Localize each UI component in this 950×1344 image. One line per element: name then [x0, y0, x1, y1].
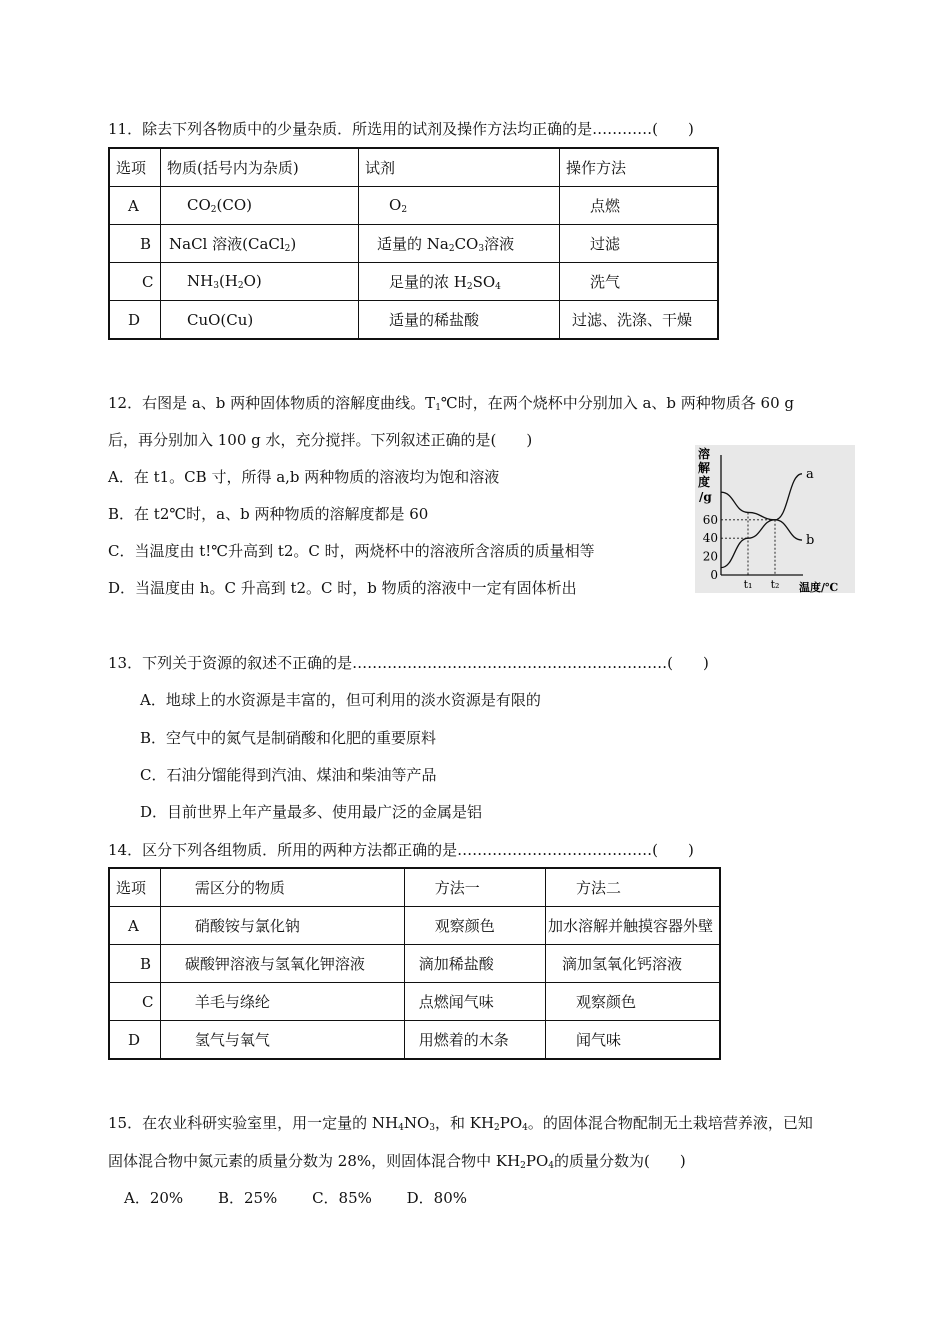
table-row: [109, 945, 720, 983]
q12-option-b: B．在 t2℃时，a、b 两种物质的溶解度都是 60: [108, 505, 429, 523]
option-cell: D: [109, 301, 161, 340]
q14-table: [108, 867, 721, 1060]
header-substances: 需区分的物质: [160, 868, 404, 907]
substance-cell: CuO(Cu): [161, 301, 359, 340]
y-label-4: /g: [699, 490, 712, 504]
reagent-cell: 适量的稀盐酸: [359, 301, 560, 340]
table-row: [109, 907, 720, 945]
substance-cell: $NH_3(H_2O)$: [161, 263, 359, 301]
q15-options: A．20% B．25% C．85% D．80%: [124, 1189, 468, 1207]
method-one-cell: 观察颜色: [404, 907, 545, 945]
table-row: [109, 263, 718, 301]
table-row: [109, 187, 718, 225]
substance-cell: $CO_2(CO)$: [161, 187, 359, 225]
table-row: [109, 148, 718, 187]
y-tick-label: 20: [702, 549, 718, 564]
header-reagent: 试剂: [359, 148, 560, 187]
method-cell: 过滤、洗涤、干燥: [560, 301, 719, 340]
y-tick-label: 0: [710, 568, 718, 582]
q12-option-a: A．在 t1。CB 寸，所得 a,b 两种物质的溶液均为饱和溶液: [108, 468, 500, 486]
method-cell: 洗气: [560, 263, 719, 301]
method-two-cell: 观察颜色: [545, 983, 720, 1021]
q12-option-d: D．当温度由 h。C 升高到 t2。C 时，b 物质的溶液中一定有固体析出: [108, 579, 577, 597]
substances-cell: 硝酸铵与氯化钠: [160, 907, 404, 945]
header-option: 选项: [109, 148, 161, 187]
reagent-cell: 足量的浓 $H_2SO_4$: [359, 263, 560, 301]
series-label-b: b: [806, 533, 815, 549]
q11-stem: 11．除去下列各物质中的少量杂质．所选用的试剂及操作方法均正确的是…………( ): [108, 120, 694, 138]
q13-option-a: A．地球上的水资源是丰富的，但可利用的淡水资源是有限的: [140, 691, 541, 709]
header-option: 选项: [109, 868, 160, 907]
x-tick-label: t₂: [770, 578, 780, 591]
method-one-cell: 点燃闻气味: [404, 983, 545, 1021]
series-label-a: a: [806, 466, 814, 482]
series-line-a: [721, 474, 802, 568]
option-cell: D: [109, 1021, 160, 1060]
substances-cell: 羊毛与绦纶: [160, 983, 404, 1021]
method-two-cell: 加水溶解并触摸容器外壁: [545, 907, 720, 945]
reagent-cell: $O_2$: [359, 187, 560, 225]
substance-cell: NaCl 溶液(CaCl$_2$): [161, 225, 359, 263]
header-method-two: 方法二: [545, 868, 720, 907]
table-row: [109, 1021, 720, 1060]
header-method-one: 方法一: [404, 868, 545, 907]
table-row: [109, 983, 720, 1021]
option-cell: A: [109, 907, 160, 945]
q15-stem-line1: 15．在农业科研实验室里，用一定量的 $NH_4NO_3$，和 $KH_2PO_4$。的固体混合物配制无土栽培营养液，已知: [108, 1114, 813, 1133]
q13-option-d: D．目前世界上年产量最多、使用最广泛的金属是铝: [140, 803, 483, 821]
q13-stem: 13．下列关于资源的叙述不正确的是………………………………………………………( ): [108, 654, 709, 672]
y-tick-label: 40: [702, 531, 718, 546]
method-one-cell: 滴加稀盐酸: [404, 945, 545, 983]
series-line-b: [721, 492, 802, 540]
substances-cell: 氢气与氧气: [160, 1021, 404, 1060]
q14-stem: 14．区分下列各组物质．所用的两种方法都正确的是…………………………………( ): [108, 841, 694, 859]
method-cell: 过滤: [560, 225, 719, 263]
y-tick-label: 60: [702, 512, 718, 527]
method-one-cell: 用燃着的木条: [404, 1021, 545, 1060]
substances-cell: 碳酸钾溶液与氢氧化钾溶液: [160, 945, 404, 983]
table-row: [109, 868, 720, 907]
option-cell: A: [109, 187, 161, 225]
header-substance: 物质(括号内为杂质): [161, 148, 359, 187]
reagent-cell: 适量的 $Na_2CO_3$溶液: [359, 225, 560, 263]
option-cell: B: [109, 945, 160, 983]
table-row: [109, 225, 718, 263]
q13-option-c: C．石油分馏能得到汽油、煤油和柴油等产品: [140, 766, 437, 784]
q11-table: [108, 147, 719, 340]
y-label-1: 溶: [698, 447, 711, 461]
option-cell: B: [109, 225, 161, 263]
table-row: [109, 301, 718, 340]
x-tick-label: t₁: [743, 578, 753, 591]
method-two-cell: 闻气味: [545, 1021, 720, 1060]
option-cell: C: [109, 263, 161, 301]
x-axis-label: 温度/℃: [799, 581, 839, 593]
y-label-3: 度: [698, 475, 711, 489]
solubility-chart-svg: [695, 445, 855, 593]
y-label-2: 解: [698, 461, 711, 475]
header-method: 操作方法: [560, 148, 719, 187]
method-two-cell: 滴加氢氧化钙溶液: [545, 945, 720, 983]
q12-option-c: C．当温度由 t!℃升高到 t2。C 时，两烧杯中的溶液所含溶质的质量相等: [108, 542, 595, 560]
solubility-chart: [695, 445, 855, 593]
q13-option-b: B．空气中的氮气是制硝酸和化肥的重要原料: [140, 729, 437, 747]
method-cell: 点燃: [560, 187, 719, 225]
q15-stem-line2: 固体混合物中氮元素的质量分数为 28%，则固体混合物中 $KH_2PO_4$的质量分数为( ): [108, 1152, 686, 1171]
q12-stem-line1: 12．右图是 a、b 两种固体物质的溶解度曲线。$T_1℃$时，在两个烧杯中分别加入 a、b 两种物质各 60 g: [108, 394, 795, 413]
q12-stem-line2: 后，再分别加入 100 g 水，充分搅拌。下列叙述正确的是( ): [108, 431, 533, 449]
option-cell: C: [109, 983, 160, 1021]
